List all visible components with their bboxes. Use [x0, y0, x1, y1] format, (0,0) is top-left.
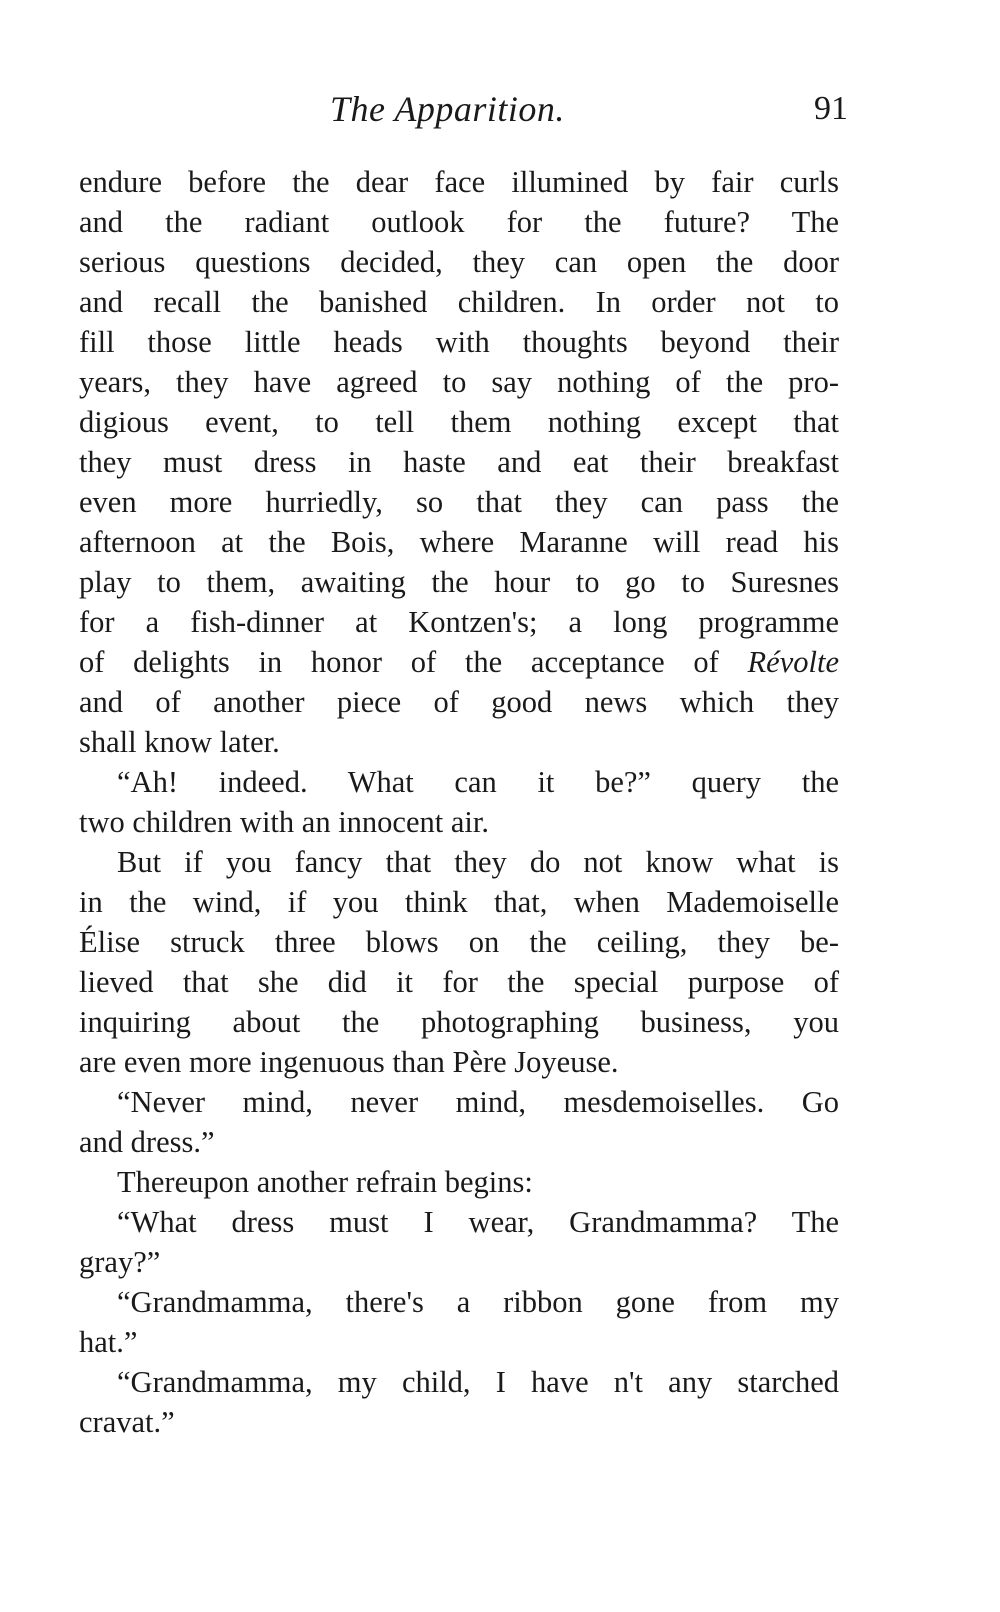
- text-line: afternoon at the Bois, where Maranne will read his: [79, 525, 839, 559]
- text-line: gray?”: [79, 1245, 161, 1279]
- text-line: and dress.”: [79, 1125, 215, 1159]
- text-line: for a fish-dinner at Kontzen's; a long programme: [79, 605, 839, 639]
- text-line-with-title: [79, 642, 839, 682]
- text-line: two children with an innocent air.: [79, 805, 489, 839]
- running-title: The Apparition.: [330, 89, 565, 129]
- body-text: [79, 162, 839, 1442]
- text-line: play to them, awaiting the hour to go to Suresnes: [79, 565, 839, 599]
- text-line: “Ah! indeed. What can it be?” query the: [117, 765, 839, 799]
- text-line: are even more ingenuous than Père Joyeuse.: [79, 1045, 619, 1079]
- text-line: inquiring about the photographing business, you: [79, 1005, 839, 1039]
- text-line: “Grandmamma, there's a ribbon gone from my: [117, 1285, 839, 1319]
- text-line: digious event, to tell them nothing except that: [79, 405, 839, 439]
- text-line: even more hurriedly, so that they can pass the: [79, 485, 839, 519]
- text-line: Élise struck three blows on the ceiling, they be-: [79, 925, 839, 959]
- text-line: in the wind, if you think that, when Mademoiselle: [79, 885, 839, 919]
- text-line: hat.”: [79, 1325, 138, 1359]
- text-line: serious questions decided, they can open the door: [79, 245, 839, 279]
- text-line: and recall the banished children. In order not to: [79, 285, 839, 319]
- text-line: lieved that she did it for the special purpose of: [79, 965, 839, 999]
- text-line: “Grandmamma, my child, I have n't any starched: [117, 1365, 839, 1399]
- italic-play-title: Révolte: [747, 645, 839, 679]
- text-segment: of delights in honor of the acceptance of: [79, 645, 748, 679]
- text-line: and the radiant outlook for the future? The: [79, 205, 839, 239]
- text-line: they must dress in haste and eat their breakfast: [79, 445, 839, 479]
- page-number: 91: [814, 90, 848, 127]
- text-line: “What dress must I wear, Grandmamma? The: [117, 1205, 839, 1239]
- text-line: But if you fancy that they do not know what is: [117, 845, 839, 879]
- page-header: [0, 88, 1000, 138]
- text-line: endure before the dear face illumined by fair curls: [79, 165, 839, 199]
- text-line: cravat.”: [79, 1405, 175, 1439]
- text-line: fill those little heads with thoughts beyond their: [79, 325, 839, 359]
- text-line: years, they have agreed to say nothing of the pro-: [79, 365, 839, 399]
- text-line: Thereupon another refrain begins:: [117, 1165, 533, 1199]
- text-line: “Never mind, never mind, mesdemoiselles. Go: [117, 1085, 839, 1119]
- text-line: shall know later.: [79, 725, 280, 759]
- text-line: and of another piece of good news which they: [79, 685, 839, 719]
